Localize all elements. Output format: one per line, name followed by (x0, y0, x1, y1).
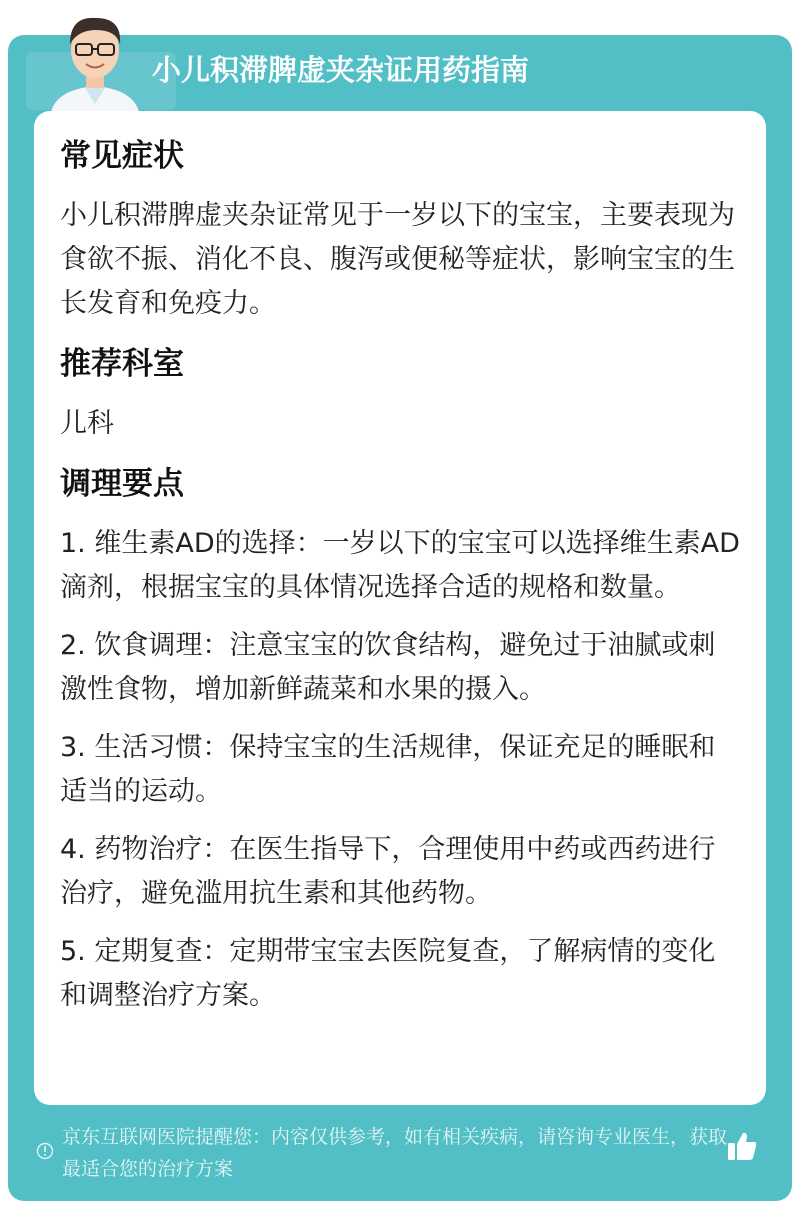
footer-notice: 京东互联网医院提醒您：内容仅供参考，如有相关疾病，请咨询专业医生，获取最适合您的治疗方案 (62, 1126, 728, 1180)
info-icon (36, 1142, 54, 1160)
care-item: 1. 维生素AD的选择：一岁以下的宝宝可以选择维生素AD滴剂，根据宝宝的具体情况选择合适的规格和数量。 (60, 528, 740, 603)
symptoms-heading: 常见症状 (60, 138, 184, 174)
thumbs-up-icon[interactable] (725, 1129, 759, 1163)
department-text: 儿科 (60, 408, 114, 439)
content-body (60, 134, 740, 1032)
department-heading: 推荐科室 (60, 346, 184, 382)
care-item: 4. 药物治疗：在医生指导下，合理使用中药或西药进行治疗，避免滥用抗生素和其他药物。 (60, 834, 716, 909)
care-item: 5. 定期复查：定期带宝宝去医院复查，了解病情的变化和调整治疗方案。 (60, 936, 716, 1011)
care-heading: 调理要点 (60, 466, 184, 502)
page-title: 小儿积滞脾虚夹杂证用药指南 (152, 53, 530, 87)
care-item: 3. 生活习惯：保持宝宝的生活规律，保证充足的睡眠和适当的运动。 (60, 732, 716, 807)
doctor-avatar (30, 8, 160, 118)
symptoms-text: 小儿积滞脾虚夹杂证常见于一岁以下的宝宝，主要表现为食欲不振、消化不良、腹泻或便秘等症状，影响宝宝的生长发育和免疫力。 (60, 200, 735, 319)
care-item: 2. 饮食调理：注意宝宝的饮食结构，避免过于油腻或刺激性食物，增加新鲜蔬菜和水果的摄入。 (60, 630, 716, 705)
